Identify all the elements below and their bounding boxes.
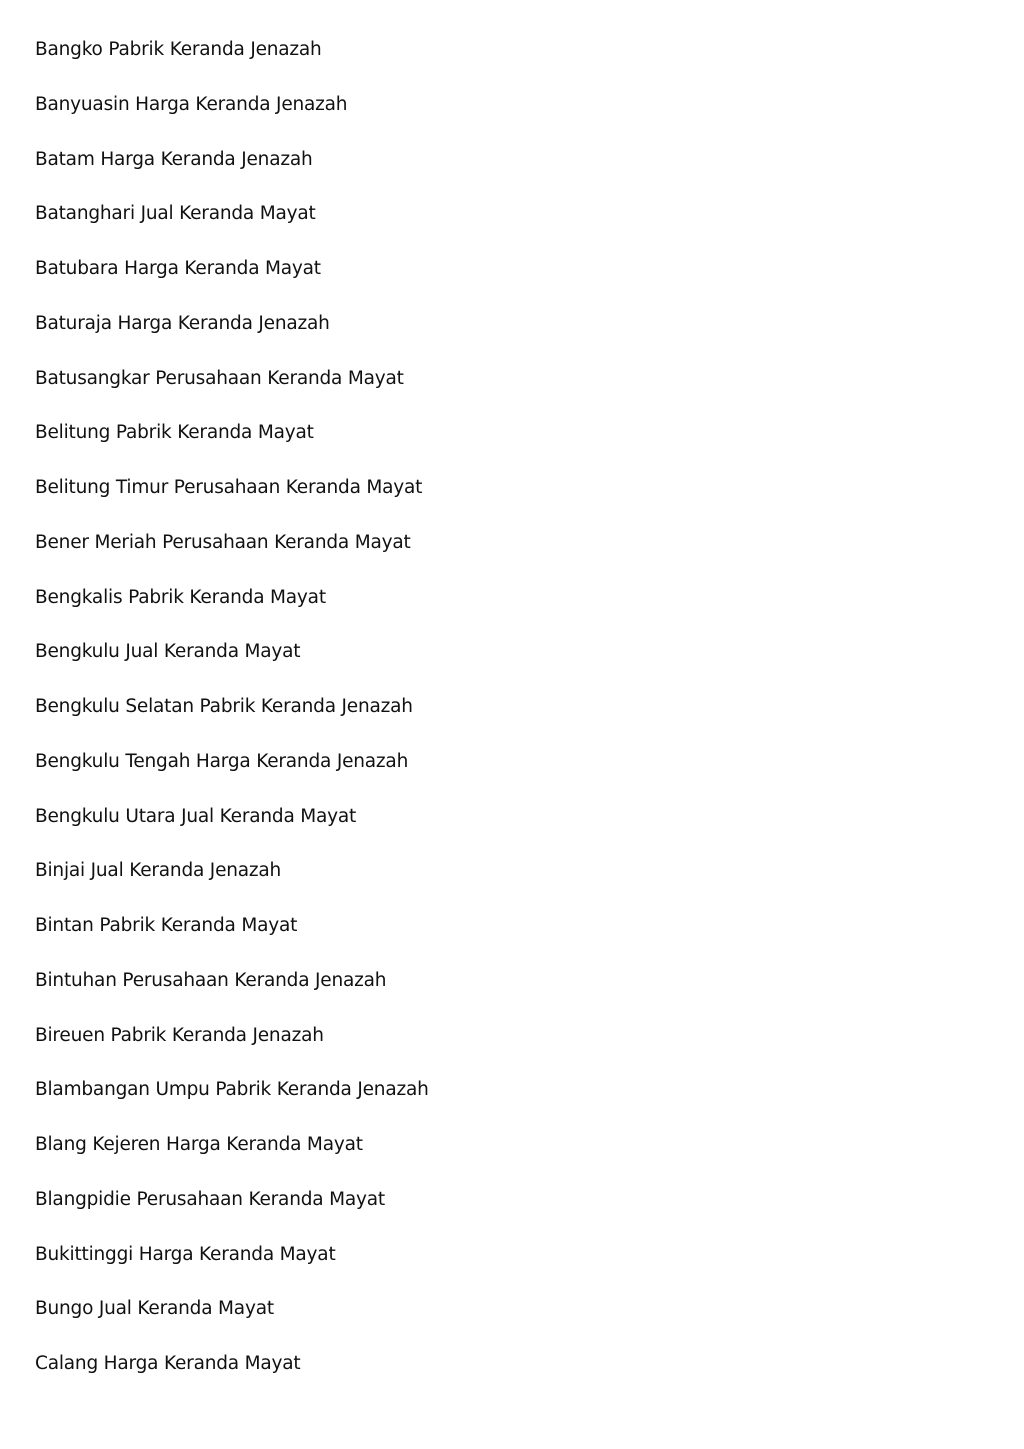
location-list (35, 37, 429, 1406)
list-item: Baturaja Harga Keranda Jenazah (35, 312, 330, 334)
list-item: Bangko Pabrik Keranda Jenazah (35, 39, 322, 60)
list-item: Batusangkar Perusahaan Keranda Mayat (35, 367, 404, 389)
list-item: Bireuen Pabrik Keranda Jenazah (35, 1024, 324, 1046)
list-item: Calang Harga Keranda Mayat (35, 1353, 301, 1374)
list-item: Batam Harga Keranda Jenazah (35, 148, 313, 170)
list-item: Bengkulu Jual Keranda Mayat (35, 641, 301, 663)
list-item: Belitung Timur Perusahaan Keranda Mayat (35, 477, 423, 498)
list-item: Blang Kejeren Harga Keranda Mayat (35, 1134, 363, 1155)
list-item: Blambangan Umpu Pabrik Keranda Jenazah (35, 1079, 429, 1101)
list-item: Bintuhan Perusahaan Keranda Jenazah (35, 969, 387, 991)
list-item: Bengkulu Utara Jual Keranda Mayat (35, 805, 357, 827)
list-item: Bintan Pabrik Keranda Mayat (35, 915, 298, 936)
list-item: Batanghari Jual Keranda Mayat (35, 203, 316, 225)
list-item: Binjai Jual Keranda Jenazah (35, 860, 282, 882)
list-item: Bengkulu Tengah Harga Keranda Jenazah (35, 750, 409, 772)
list-item: Bungo Jual Keranda Mayat (35, 1298, 274, 1320)
list-item: Belitung Pabrik Keranda Mayat (35, 422, 314, 444)
list-item: Batubara Harga Keranda Mayat (35, 258, 321, 279)
list-item: Banyuasin Harga Keranda Jenazah (35, 93, 348, 115)
list-item: Bukittinggi Harga Keranda Mayat (35, 1243, 336, 1265)
list-item: Bengkalis Pabrik Keranda Mayat (35, 586, 326, 608)
list-item: Bener Meriah Perusahaan Keranda Mayat (35, 531, 411, 553)
list-item: Blangpidie Perusahaan Keranda Mayat (35, 1188, 385, 1210)
list-item: Bengkulu Selatan Pabrik Keranda Jenazah (35, 696, 413, 717)
